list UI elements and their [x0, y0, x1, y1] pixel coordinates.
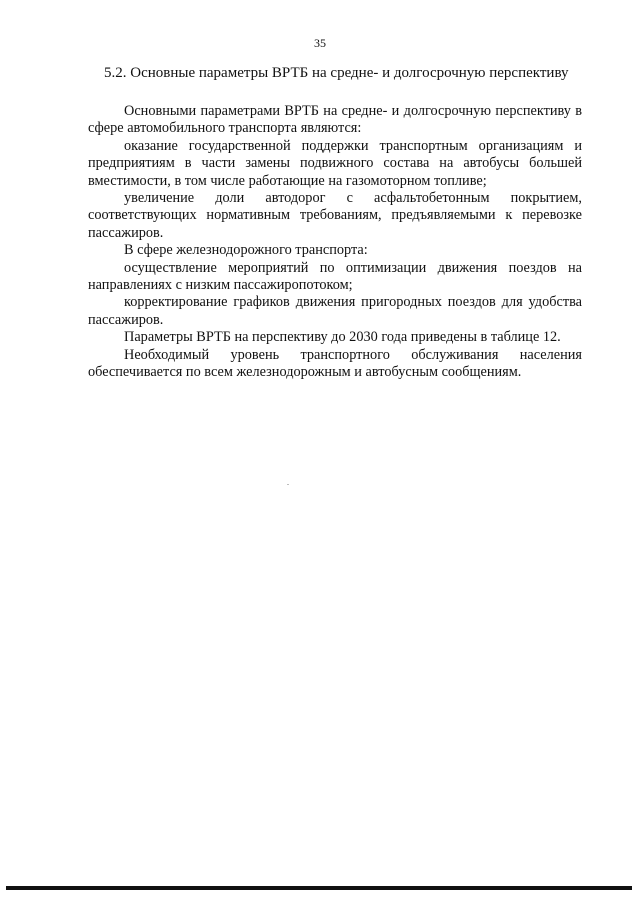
paragraph-table-reference: Параметры ВРТБ на перспективу до 2030 года приведены в таблице 12.: [124, 329, 561, 346]
paragraph-suburban-schedules: корректирование графиков движения пригородных поездов для удобства пассажиров.: [88, 294, 582, 328]
body-text: [88, 103, 582, 382]
paragraph-rail-intro: В сфере железнодорожного транспорта:: [124, 242, 368, 259]
paragraph-bus-fleet: оказание государственной поддержки транспортным организациям и предприятиям в части замены подвижного состава на автобусы большей вместимости, в том числе работающие на газомоторном топливе;: [88, 137, 582, 189]
paragraph-intro: Основными параметрами ВРТБ на средне- и долгосрочную перспективу в сфере автомобильного транспорта являются:: [88, 103, 582, 137]
paragraph-service-level: Необходимый уровень транспортного обслуживания населения обеспечивается по всем железнодорожным и автобусным сообщениям.: [88, 346, 582, 381]
page-number: 35: [314, 36, 326, 50]
bottom-rule: [6, 886, 632, 890]
section-heading: 5.2. Основные параметры ВРТБ на средне- и долгосрочную перспективу: [104, 65, 569, 81]
scan-artifact: [287, 484, 289, 485]
paragraph-roads: увеличение доли автодорог с асфальтобетонным покрытием, соответствующих нормативным требованиям, предъявляемыми к перевозке пассажиров.: [88, 190, 582, 241]
paragraph-rail-optimization: осуществление мероприятий по оптимизации движения поездов на направлениях с низким пассажиропотоком;: [88, 259, 582, 294]
